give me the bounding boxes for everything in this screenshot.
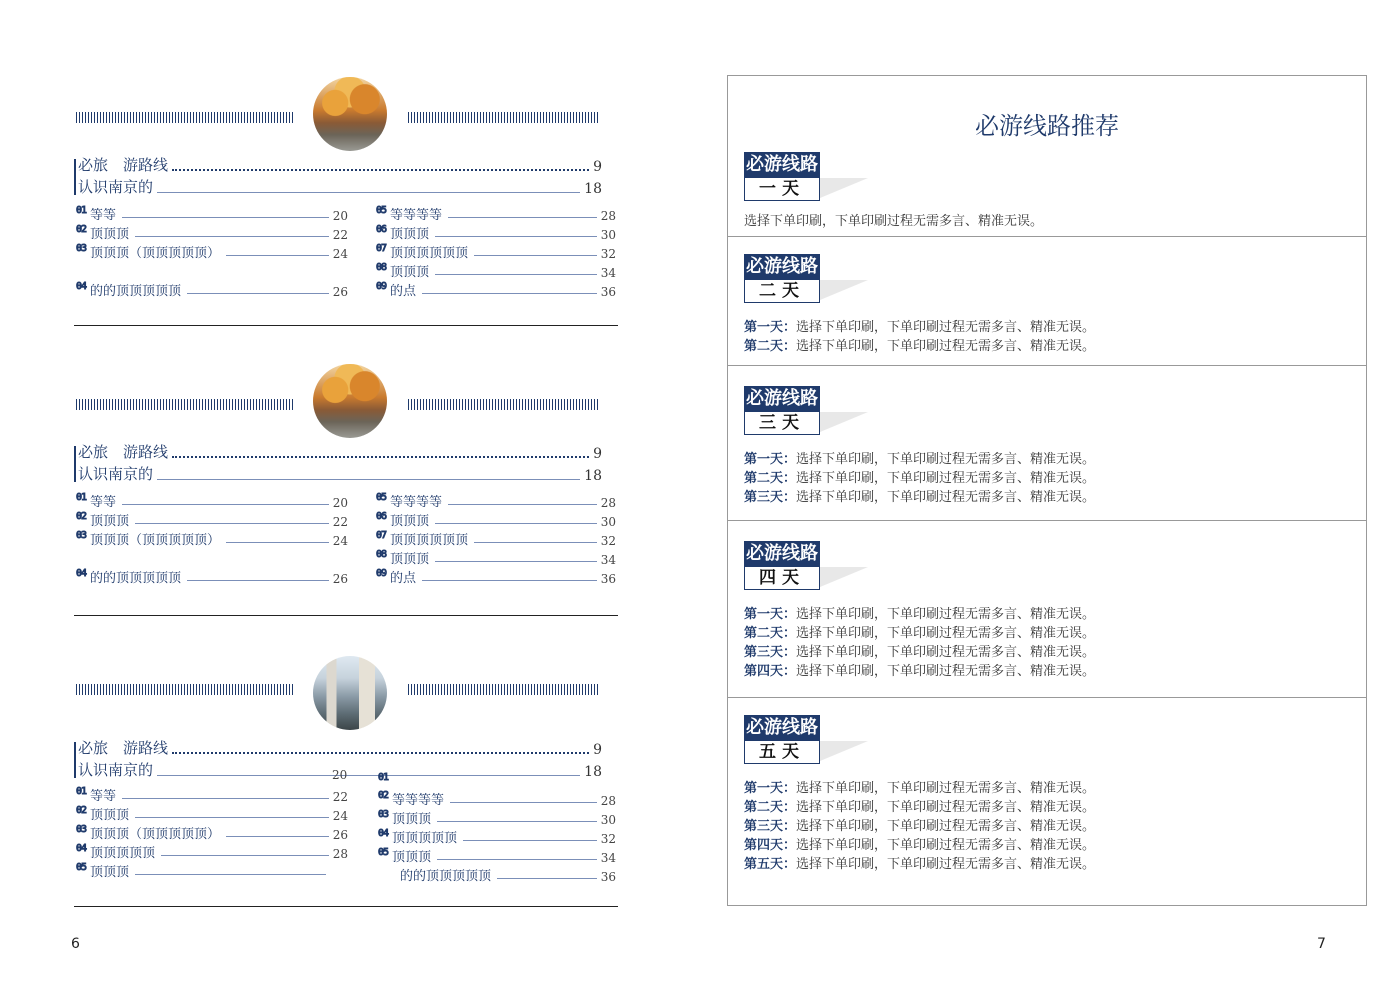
entry-page: 30: [600, 515, 616, 529]
day-text: 选择下单印刷，下单印刷过程无需多言、精准无误。: [796, 800, 1096, 815]
badge-shadow: [820, 280, 868, 300]
route-badge: [744, 152, 820, 201]
leader-line: [474, 542, 597, 543]
entry-label: 等等等等: [390, 208, 443, 223]
route-line: [744, 210, 1043, 229]
leader-line: [135, 523, 329, 524]
toc-entry[interactable]: [378, 847, 616, 865]
entry-page: 22: [332, 228, 348, 242]
leader-line: [435, 523, 597, 524]
decorative-stripe-left: [76, 684, 294, 695]
day-label: 第三天：: [744, 819, 797, 834]
leader-line: [437, 821, 597, 822]
entry-number: 01: [76, 492, 87, 503]
entry-number: 06: [376, 511, 387, 522]
entry-number: 05: [76, 862, 87, 873]
badge-shadow: [820, 741, 868, 761]
entry-page: 36: [600, 870, 616, 884]
badge-shadow: [820, 412, 868, 432]
leader-line: [448, 217, 597, 218]
line-leader: [157, 479, 580, 480]
entry-page: 26: [332, 285, 348, 299]
toc-section-1: [74, 75, 618, 327]
entry-page: 24: [332, 247, 348, 261]
route-line: [744, 834, 1095, 853]
entry-page: 28: [332, 847, 348, 861]
day-text: 选择下单印刷，下单印刷过程无需多言、精准无误。: [796, 452, 1096, 467]
entry-page: 32: [600, 832, 616, 846]
day-label: 第二天：: [744, 626, 797, 641]
dot-leader: [172, 752, 589, 754]
entry-label: 顶顶顶顶顶顶: [390, 533, 469, 548]
entry-page: 24: [332, 534, 348, 548]
toc-entry[interactable]: [376, 492, 616, 510]
toc-title: 必旅 游路线: [78, 739, 169, 757]
entry-label: 顶顶顶: [390, 514, 430, 529]
leader-line: [226, 255, 329, 256]
toc-entry[interactable]: [76, 224, 348, 242]
toc-entry[interactable]: [76, 205, 348, 223]
route-line: [744, 335, 1095, 354]
entry-page: 30: [600, 228, 616, 242]
leader-line: [135, 817, 329, 818]
entry-label: 等等: [90, 495, 117, 510]
toc-page-number: 9: [593, 742, 602, 758]
toc-entry[interactable]: [76, 824, 348, 842]
entry-label: 的的顶顶顶顶顶: [90, 284, 182, 299]
badge-days: 二天: [744, 280, 820, 303]
day-label: 第一天：: [744, 452, 797, 467]
route-line: [744, 603, 1095, 622]
entry-number: 05: [376, 492, 387, 503]
toc-page-number: 18: [584, 468, 602, 484]
decorative-stripe-left: [76, 112, 294, 123]
entry-page: 22: [332, 790, 348, 804]
toc-entry[interactable]: [376, 568, 616, 586]
day-text: 选择下单印刷，下单印刷过程无需多言、精准无误。: [796, 626, 1096, 641]
european-street-photo: [313, 656, 387, 730]
entry-label: 顶顶顶: [390, 227, 430, 242]
entry-label: 顶顶顶（顶顶顶顶顶）: [90, 533, 221, 548]
toc-entry[interactable]: [76, 492, 348, 510]
day-text: 选择下单印刷，下单印刷过程无需多言、精准无误。: [796, 607, 1096, 622]
autumn-trees-photo: [313, 364, 387, 438]
day-label: 第二天：: [744, 339, 797, 354]
entry-label: 顶顶顶（顶顶顶顶顶）: [90, 827, 221, 842]
badge-shadow: [820, 567, 868, 587]
toc-subtitle-row[interactable]: [78, 464, 602, 484]
toc-entry[interactable]: [76, 843, 348, 861]
day-label: 第二天：: [744, 471, 797, 486]
entry-label: 顶顶顶: [90, 227, 130, 242]
entry-page: 28: [600, 496, 616, 510]
entry-label: 顶顶顶: [90, 865, 130, 880]
route-line: [744, 641, 1095, 660]
entry-page: 26: [332, 828, 348, 842]
route-badge: [744, 254, 820, 303]
route-divider: [728, 236, 1366, 237]
toc-entry[interactable]: [76, 786, 348, 804]
entry-label: 等等等等: [392, 793, 445, 808]
entry-page: 30: [600, 813, 616, 827]
toc-entry[interactable]: [376, 530, 616, 548]
day-text: 选择下单印刷，下单印刷过程无需多言、精准无误。: [796, 781, 1096, 796]
entry-label: 的的顶顶顶顶顶: [400, 869, 492, 884]
leader-line: [474, 255, 597, 256]
day-text: 选择下单印刷，下单印刷过程无需多言、精准无误。: [744, 214, 1044, 229]
day-label: 第一天：: [744, 320, 797, 335]
badge-title: 必游线路: [744, 715, 820, 741]
entry-label: 等等: [90, 208, 117, 223]
day-label: 第三天：: [744, 645, 797, 660]
entry-label: 等等等等: [390, 495, 443, 510]
route-line: [744, 660, 1095, 679]
entry-label: 顶顶顶顶顶顶: [390, 246, 469, 261]
decorative-stripe-right: [408, 684, 600, 695]
toc-entry[interactable]: [376, 281, 616, 299]
toc-entry[interactable]: [378, 828, 616, 846]
decorative-stripe-right: [408, 399, 600, 410]
entry-label: 顶顶顶（顶顶顶顶顶）: [90, 246, 221, 261]
day-label: 第三天：: [744, 490, 797, 505]
route-badge: [744, 715, 820, 764]
route-line: [744, 853, 1095, 872]
section-divider: [74, 615, 618, 616]
leader-line: [226, 836, 329, 837]
leader-line: [497, 878, 597, 879]
toc-subtitle-row[interactable]: [78, 177, 602, 197]
entry-page: 24: [332, 809, 348, 823]
route-line: [744, 777, 1095, 796]
entry-number: 03: [76, 243, 87, 254]
entry-page: 20: [332, 209, 348, 223]
toc-section-3: [74, 656, 618, 908]
route-line: [744, 622, 1095, 641]
section-accent-bar: [74, 446, 76, 482]
page-number-right: 7: [1317, 936, 1326, 952]
leader-line: [122, 504, 329, 505]
toc-entry[interactable]: [400, 866, 616, 884]
toc-page-number: 9: [593, 446, 602, 462]
toc-page-number: 18: [584, 181, 602, 197]
entry-label: 顶顶顶: [392, 850, 432, 865]
entry-label: 等等: [90, 789, 117, 804]
entry-page: 28: [600, 209, 616, 223]
toc-entry[interactable]: [378, 772, 438, 790]
day-label: 第一天：: [744, 781, 797, 796]
badge-title: 必游线路: [744, 541, 820, 567]
toc-entry[interactable]: [376, 205, 616, 223]
leader-line: [187, 293, 329, 294]
toc-entry[interactable]: [376, 549, 616, 567]
day-text: 选择下单印刷，下单印刷过程无需多言、精准无误。: [796, 339, 1096, 354]
entry-number: 02: [76, 224, 87, 235]
entry-number: 05: [378, 847, 389, 858]
entry-number: 02: [76, 511, 87, 522]
leader-line: [450, 802, 597, 803]
toc-subtitle: 认识南京的: [78, 178, 154, 196]
page-title: 必游线路推荐: [975, 112, 1119, 140]
entry-number: 02: [378, 790, 389, 801]
toc-entry[interactable]: [76, 568, 348, 586]
dot-leader: [172, 456, 589, 458]
page-number-left: 6: [71, 936, 80, 952]
route-badge: [744, 541, 820, 590]
entry-page: 32: [600, 534, 616, 548]
leader-line: [161, 855, 329, 856]
day-label: 第四天：: [744, 664, 797, 679]
toc-entry[interactable]: [76, 530, 348, 548]
entry-number: 08: [376, 262, 387, 273]
entry-number: 08: [376, 549, 387, 560]
day-text: 选择下单印刷，下单印刷过程无需多言、精准无误。: [796, 645, 1096, 660]
toc-entry[interactable]: [378, 809, 616, 827]
decorative-stripe-right: [408, 112, 600, 123]
entry-number: 05: [376, 205, 387, 216]
entry-label: 顶顶顶: [90, 514, 130, 529]
entry-number: 03: [76, 530, 87, 541]
entry-page: 34: [600, 553, 616, 567]
entry-number: 01: [378, 772, 389, 783]
line-leader: [157, 775, 580, 776]
entry-page: 34: [600, 851, 616, 865]
entry-label: 顶顶顶: [392, 812, 432, 827]
decorative-stripe-left: [76, 399, 294, 410]
badge-title: 必游线路: [744, 152, 820, 178]
route-line: [744, 815, 1095, 834]
entry-number: 04: [76, 281, 87, 292]
badge-days: 一天: [744, 178, 820, 201]
leader-line: [435, 236, 597, 237]
entry-number: 03: [76, 824, 87, 835]
toc-subtitle: 认识南京的: [78, 465, 154, 483]
route-divider: [728, 365, 1366, 366]
stray-page-number: 20: [332, 768, 348, 782]
route-line: [744, 448, 1095, 467]
day-text: 选择下单印刷，下单印刷过程无需多言、精准无误。: [796, 320, 1096, 335]
entry-page: 28: [600, 794, 616, 808]
leader-line: [448, 504, 597, 505]
entry-label: 顶顶顶: [390, 552, 430, 567]
entry-number: 06: [376, 224, 387, 235]
day-text: 选择下单印刷，下单印刷过程无需多言、精准无误。: [796, 664, 1096, 679]
toc-page-number: 18: [584, 764, 602, 780]
entry-page: 34: [600, 266, 616, 280]
entry-page: 26: [332, 572, 348, 586]
day-text: 选择下单印刷，下单印刷过程无需多言、精准无误。: [796, 857, 1096, 872]
dot-leader: [172, 169, 589, 171]
leader-line: [435, 561, 597, 562]
toc-entry[interactable]: [76, 243, 348, 261]
toc-entry[interactable]: [76, 281, 348, 299]
toc-title: 必旅 游路线: [78, 156, 169, 174]
leader-line: [463, 840, 597, 841]
entry-number: 01: [76, 205, 87, 216]
day-text: 选择下单印刷，下单印刷过程无需多言、精准无误。: [796, 819, 1096, 834]
badge-days: 五天: [744, 741, 820, 764]
badge-days: 四天: [744, 567, 820, 590]
entry-label: 顶顶顶: [90, 808, 130, 823]
leader-line: [135, 236, 329, 237]
toc-title-row[interactable]: [78, 442, 602, 462]
badge-title: 必游线路: [744, 386, 820, 412]
entry-number: 04: [76, 843, 87, 854]
entry-page: 32: [600, 247, 616, 261]
day-text: 选择下单印刷，下单印刷过程无需多言、精准无误。: [796, 471, 1096, 486]
toc-entry[interactable]: [76, 805, 348, 823]
right-page: [727, 75, 1367, 906]
entry-number: 09: [376, 568, 387, 579]
leader-line: [435, 274, 597, 275]
entry-label: 的点: [390, 284, 417, 299]
toc-entry[interactable]: [376, 262, 616, 280]
day-text: 选择下单印刷，下单印刷过程无需多言、精准无误。: [796, 490, 1096, 505]
entry-page: 36: [600, 572, 616, 586]
entry-number: 04: [76, 568, 87, 579]
route-line: [744, 467, 1095, 486]
toc-title-row[interactable]: [78, 738, 602, 758]
section-divider: [74, 906, 618, 907]
entry-number: 07: [376, 243, 387, 254]
leader-line: [135, 874, 326, 875]
entry-page: 36: [600, 285, 616, 299]
toc-entry[interactable]: [376, 224, 616, 242]
badge-title: 必游线路: [744, 254, 820, 280]
toc-entry[interactable]: [76, 862, 330, 880]
autumn-trees-photo: [313, 77, 387, 151]
leader-line: [187, 580, 329, 581]
badge-days: 三天: [744, 412, 820, 435]
route-line: [744, 486, 1095, 505]
toc-page-number: 9: [593, 159, 602, 175]
entry-page: 22: [332, 515, 348, 529]
entry-number: 01: [76, 786, 87, 797]
entry-label: 顶顶顶: [390, 265, 430, 280]
entry-page: 20: [332, 496, 348, 510]
leader-line: [122, 217, 329, 218]
entry-number: 04: [378, 828, 389, 839]
section-divider: [74, 325, 618, 326]
leader-line: [226, 542, 329, 543]
route-divider: [728, 520, 1366, 521]
toc-title-row[interactable]: [78, 155, 602, 175]
leader-line: [422, 580, 597, 581]
toc-section-2: [74, 362, 618, 614]
entry-label: 的点: [390, 571, 417, 586]
entry-label: 的的顶顶顶顶顶: [90, 571, 182, 586]
line-leader: [157, 192, 580, 193]
leader-line: [422, 293, 597, 294]
toc-entry[interactable]: [378, 790, 616, 808]
section-accent-bar: [74, 742, 76, 778]
section-accent-bar: [74, 159, 76, 195]
route-line: [744, 796, 1095, 815]
leader-line: [122, 798, 329, 799]
toc-entry[interactable]: [376, 243, 616, 261]
day-label: 第一天：: [744, 607, 797, 622]
day-label: 第二天：: [744, 800, 797, 815]
entry-number: 03: [378, 809, 389, 820]
entry-label: 顶顶顶顶顶: [90, 846, 156, 861]
day-label: 第五天：: [744, 857, 797, 872]
route-line: [744, 316, 1095, 335]
toc-subtitle: 认识南京的: [78, 761, 154, 779]
entry-number: 07: [376, 530, 387, 541]
badge-shadow: [820, 178, 868, 198]
entry-number: 09: [376, 281, 387, 292]
toc-entry[interactable]: [376, 511, 616, 529]
day-text: 选择下单印刷，下单印刷过程无需多言、精准无误。: [796, 838, 1096, 853]
toc-title: 必旅 游路线: [78, 443, 169, 461]
day-label: 第四天：: [744, 838, 797, 853]
leader-line: [437, 859, 597, 860]
entry-label: 顶顶顶顶顶: [392, 831, 458, 846]
route-badge: [744, 386, 820, 435]
entry-number: 02: [76, 805, 87, 816]
route-divider: [728, 697, 1366, 698]
toc-entry[interactable]: [76, 511, 348, 529]
